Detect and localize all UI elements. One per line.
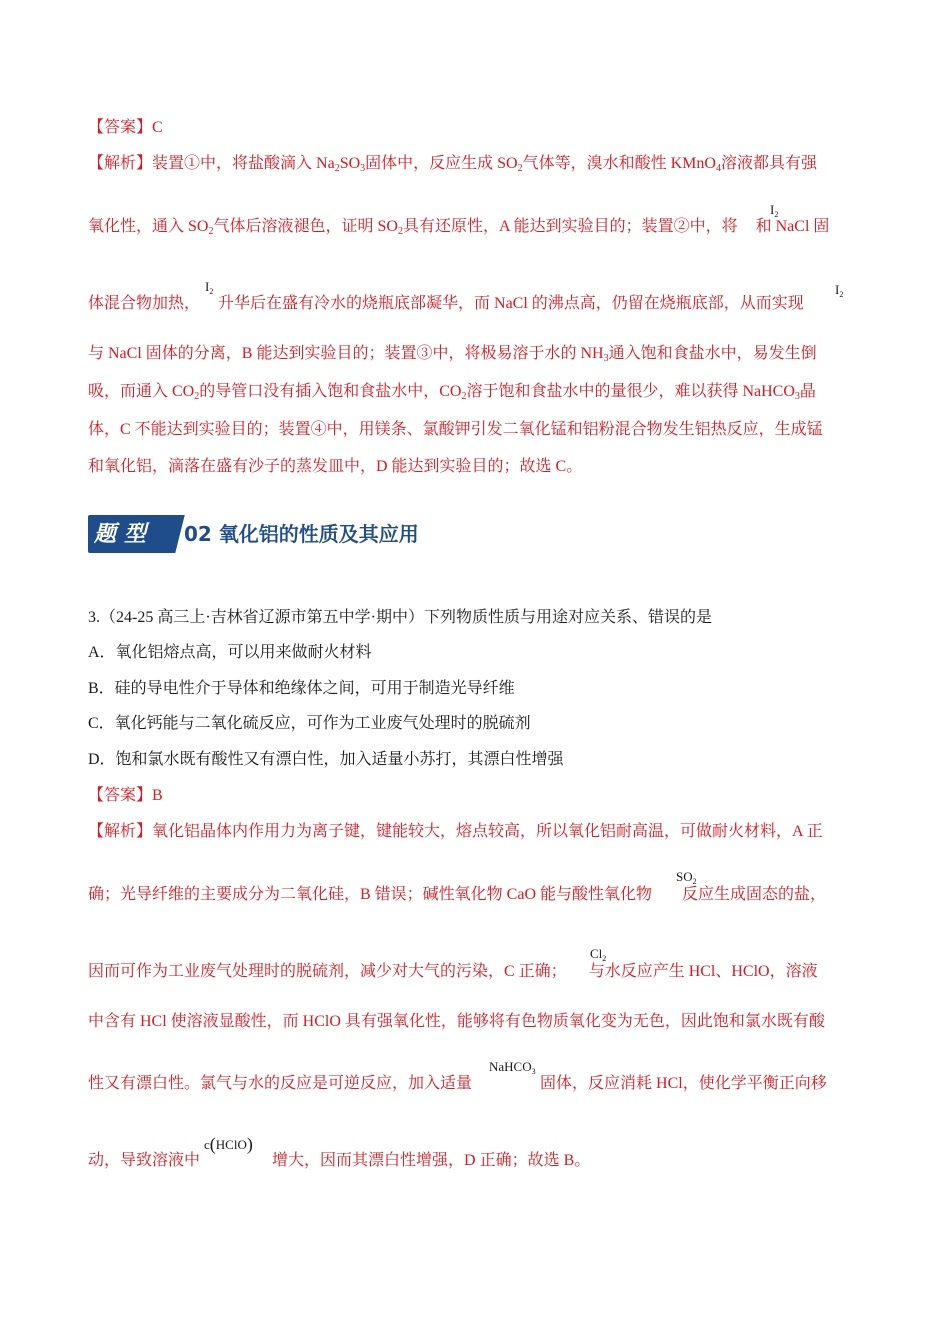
answer-value: B xyxy=(152,787,163,804)
analysis-line-2: 氧化性，通入 $SO_2$气体后溶液褪色，证明 $SO_2$具有还原性，A 能达到实验目的；装置②中，将 和 NaCl 固 xyxy=(88,218,830,237)
question-stem: 3.（24-25 高三上·吉林省辽源市第五中学·期中）下列物质性质与用途对应关系、错误的是 xyxy=(88,609,712,626)
analysis-line-1: 【解析】装置①中，将盐酸滴入 $Na_2SO_3$固体中，反应生成 $SO_2$气体等，溴水和酸性 KMnO$_4$溶液都具有强 xyxy=(88,155,817,174)
analysis-line-1: 【解析】氧化铝晶体内作用力为离子键，键能较大，熔点较高，所以氧化铝耐高温，可做耐火材料，A 正 xyxy=(88,823,823,840)
formula-nahco3: NaHCO$_3$ xyxy=(489,1059,536,1076)
formula-i2: $I_2$ xyxy=(205,279,214,296)
analysis-line-6: 体，C 不能达到实验目的；装置④中，用镁条、氯酸钾引发二氧化锰和铝粉混合物发生铝热反应，生成锰 xyxy=(88,421,823,438)
analysis-line-5: 吸，而通入 $CO_2$的导管口没有插入饱和食盐水中，$CO_2$溶于饱和食盐水中的量很少，难以获得 NaHCO$_3$晶 xyxy=(88,383,816,402)
option-b: B．硅的导电性介于导体和绝缘体之间，可用于制造光导纤维 xyxy=(88,680,515,697)
formula-so2: $SO_2$ xyxy=(676,869,697,886)
analysis-line-7: 和氧化铝，滴落在盛有沙子的蒸发皿中，D 能达到实验目的；故选 C。 xyxy=(88,458,583,475)
option-d: D．饱和氯水既有酸性又有漂白性，加入适量小苏打，其漂白性增强 xyxy=(88,751,564,768)
analysis-line-4: 与 NaCl 固体的分离，B 能达到实验目的；装置③中，将极易溶于水的 $NH_3$通入饱和食盐水中，易发生倒 xyxy=(88,345,817,364)
analysis-line-6: 动，导致溶液中 增大，因而其漂白性增强，D 正确；故选 B。 xyxy=(88,1152,591,1169)
analysis-line-5: 性又有漂白性。氯气与水的反应是可逆反应，加入适量 固体，反应消耗 HCl，使化学平衡正向移 xyxy=(88,1075,827,1092)
section-title: 02 氧化铝的性质及其应用 xyxy=(184,522,419,546)
formula-c-hclo: c(HClO) xyxy=(204,1134,253,1154)
analysis-tag: 【解析】 xyxy=(88,823,153,840)
analysis-line-2: 确；光导纤维的主要成分为二氧化硅，B 错误；碱性氧化物 CaO 能与酸性氧化物 反应生成固态的盐， xyxy=(88,886,827,903)
formula-cl2: $Cl_2$ xyxy=(590,946,607,963)
analysis-line-4: 中含有 HCl 使溶液显酸性，而 HClO 具有强氧化性，能够将有色物质氧化变为无色，因此饱和氯水既有酸 xyxy=(88,1013,825,1030)
answer-value: C xyxy=(152,119,163,136)
answer-line-q3 xyxy=(88,786,163,806)
section-label: 题型 xyxy=(94,521,155,547)
formula-i2: $I_2$ xyxy=(770,202,779,219)
section-label-box xyxy=(88,515,174,553)
analysis-line-3: 因而可作为工业废气处理时的脱硫剂，减少对大气的污染，C 正确； 与水反应产生 HCl、HClO，溶液 xyxy=(88,963,818,980)
formula-i2: $I_2$ xyxy=(835,282,844,299)
analysis-tag: 【解析】 xyxy=(88,155,153,172)
answer-tag: 【答案】 xyxy=(88,787,153,804)
analysis-line-3: 体混合物加热， 升华后在盛有冷水的烧瓶底部凝华，而 NaCl 的沸点高，仍留在烧瓶底部，从而实现 xyxy=(88,295,804,312)
option-c: C．氧化钙能与二氧化硫反应，可作为工业废气处理时的脱硫剂 xyxy=(88,715,531,732)
answer-line-q2 xyxy=(88,118,163,138)
section-banner xyxy=(88,515,508,553)
option-a: A．氧化铝熔点高，可以用来做耐火材料 xyxy=(88,644,372,661)
answer-tag: 【答案】 xyxy=(88,119,153,136)
